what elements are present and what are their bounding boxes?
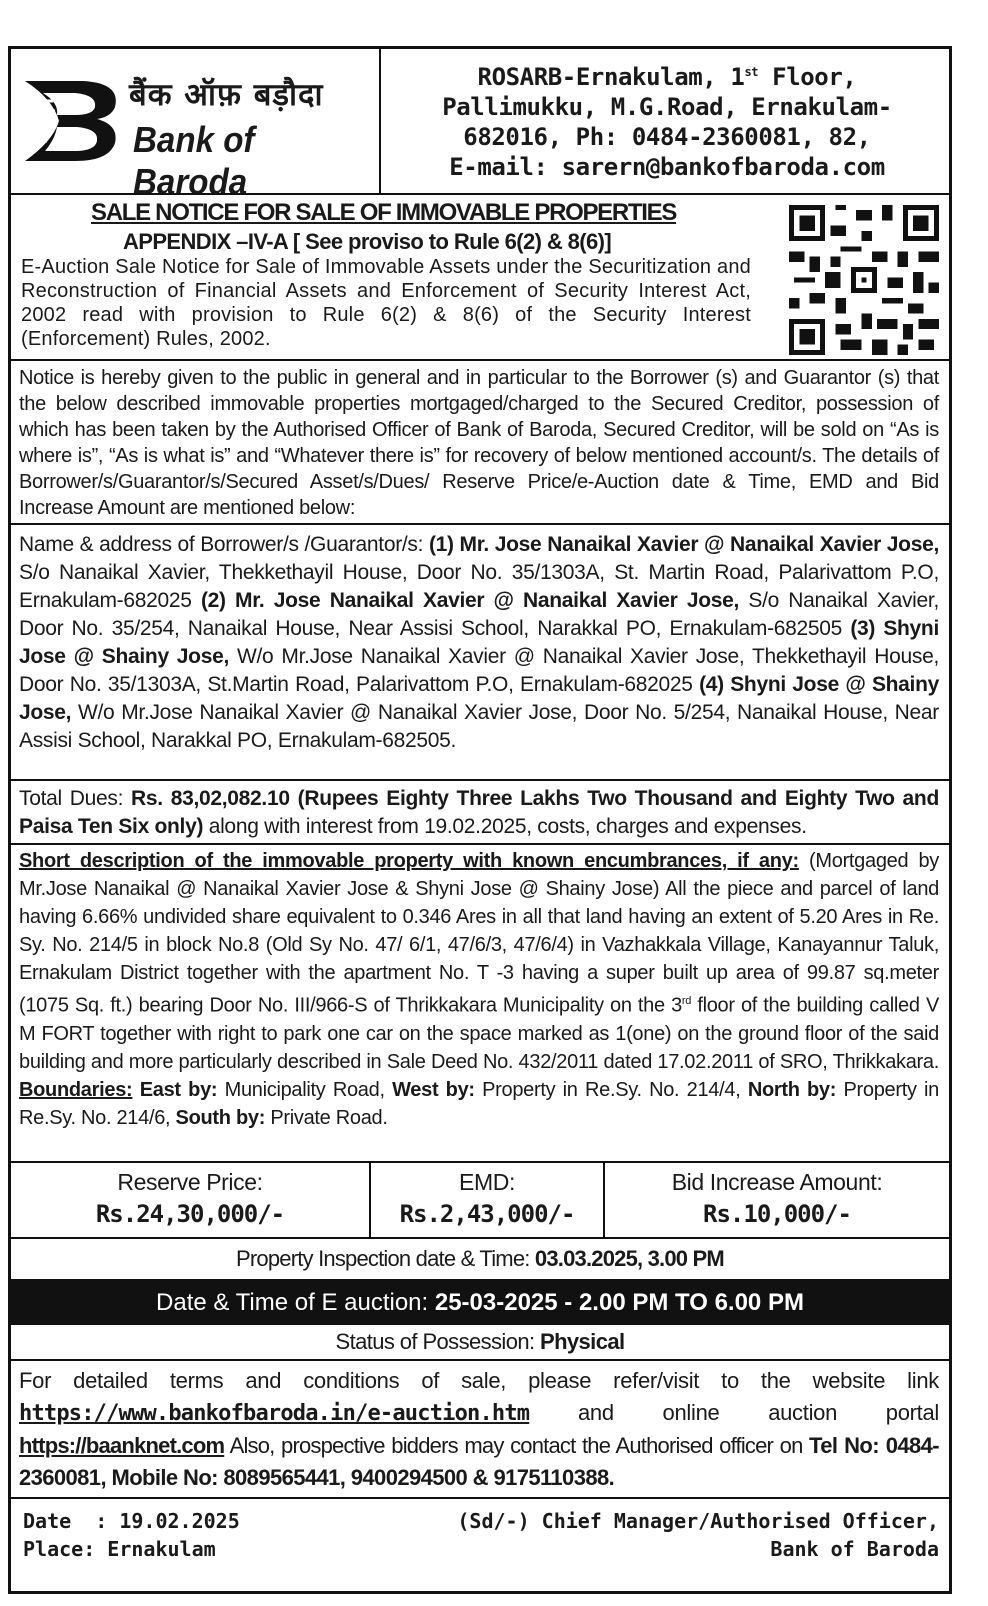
north-label: North by: (747, 1078, 837, 1101)
dues-rest: along with interest from 19.02.2025, costs, charges and expenses. (203, 815, 807, 838)
notice-section (11, 361, 949, 525)
contact-numbers: Tel No: 0484-2360081, Mobile No: 8089565441, 9400294500 & 9175110388. (19, 1433, 940, 1490)
possession-value: Physical (540, 1329, 625, 1354)
inspection-value: 03.03.2025, 3.00 PM (534, 1246, 724, 1271)
emd-cell (371, 1163, 605, 1237)
borrowers-label: Name & address of Borrower/s /Guarantor/s: (19, 533, 429, 556)
east-label: East by: (132, 1078, 218, 1101)
possession-row (11, 1325, 949, 1361)
address-line-1-text: ROSARB-Ernakulam, 1 (477, 63, 745, 91)
description-body: (Mortgaged by Mr.Jose Nanaikal @ Nanaikal Xavier Jose & Shyni Jose @ Shainy Jose) All the piece and parcel of land having 6.66% undivided share equivalent to 0.346 Ares in all that land having an extent of 5.20 Ares in Re. Sy. No. 214/5 in block No.8 (Old Sy No. 47/ 6/1, 47/6/3, 47/6/4) in Vazhakkala Village, Kanayannur Taluk, Ernakulam District together with the apartment No. T -3 having a super built up area of 99.87 sq.meter (1075 Sq. ft.) bearing Door No. III/966-S of Thrikkakara Municipality on the 3 (19, 850, 939, 1017)
title-block (11, 195, 949, 361)
inspection-row (11, 1239, 949, 1281)
qr-code-icon[interactable] (789, 205, 939, 355)
date-place (23, 1507, 240, 1563)
south-label: South by: (175, 1106, 266, 1129)
terms-text-2: and online auction portal (529, 1400, 939, 1425)
appendix-line: APPENDIX –IV-A [ See proviso to Rule 6(2) & 8(6)] (123, 229, 612, 254)
south-boundary: Private Road. (265, 1106, 388, 1129)
officer-signature (457, 1507, 939, 1563)
notice-place: Place: Ernakulam (23, 1537, 216, 1561)
bank-of-baroda-logo-icon (23, 71, 123, 163)
address-line-1 (389, 57, 945, 92)
address-email: E-mail: sarern@bankofbaroda.com (449, 153, 885, 181)
boundaries-label: Boundaries: (19, 1078, 133, 1101)
reserve-price-value: Rs.24,30,000/- (95, 1200, 285, 1228)
borrowers-paragraph (19, 531, 939, 755)
address-line-1-end: Floor, (758, 63, 857, 91)
intro-text: E-Auction Sale Notice for Sale of Immovable Assets under the Securitization and Reconstruction of Financial Assets and Enforcement of Security Interest Act, 2002 read with provision to Rule 6(2) & 8(6) of the Security Interest (Enforcement) Rules, 2002. (21, 256, 751, 350)
notice-title: SALE NOTICE FOR SALE OF IMMOVABLE PROPERTIES (91, 199, 677, 226)
west-label: West by: (392, 1078, 475, 1101)
borrower-1-name: (1) Mr. Jose Nanaikal Xavier @ Nanaikal Xavier Jose, (428, 533, 939, 556)
reserve-price-label: Reserve Price: (117, 1169, 263, 1195)
officer-title: (Sd/-) Chief Manager/Authorised Officer, (457, 1509, 939, 1533)
logo-hindi-text: बैंक ऑफ़ बड़ौदा (129, 77, 324, 113)
borrower-2-name: (2) Mr. Jose Nanaikal Xavier @ Nanaikal Xavier Jose, (200, 589, 740, 612)
inspection-label: Property Inspection date & Time: (236, 1246, 535, 1271)
description-heading: Short description of the immovable property with known encumbrances, if any: (19, 850, 799, 872)
floor-sup: rd (681, 995, 692, 1007)
auction-banner (11, 1281, 949, 1325)
north-boundary: Property in Re.Sy. No. 214/6, (19, 1078, 939, 1129)
address-line-2: Pallimukku, M.G.Road, Ernakulam- (442, 93, 892, 121)
bid-increase-cell (605, 1163, 949, 1237)
terms-text-3: Also, prospective bidders may contact the Authorised officer on (224, 1433, 810, 1458)
bank-name: Bank of Baroda (770, 1537, 939, 1561)
notice-header (11, 49, 949, 195)
reserve-price-cell (11, 1163, 371, 1237)
logo-english-text: Bank of Baroda (133, 119, 255, 195)
possession-label: Status of Possession: (335, 1329, 540, 1354)
terms-text: For detailed terms and conditions of sale, please refer/visit to the website link (19, 1368, 939, 1393)
address-floor-sup: st (744, 65, 759, 79)
borrower-3-address: W/o Mr.Jose Nanaikal Xavier @ Nanaikal Xavier Jose, Thekkethayil House, Door No. 35/1303A, St.Martin Road, Palarivattom P.O, Ernakulam-682025 (19, 645, 939, 696)
sale-notice (8, 46, 952, 1594)
west-boundary: Property in Re.Sy. No. 214/4, (474, 1078, 748, 1101)
bank-logo-block (11, 49, 381, 193)
bank-auction-link[interactable]: https://www.bankofbaroda.in/e-auction.htm (19, 1401, 530, 1426)
auction-value: 25-03-2025 - 2.00 PM TO 6.00 PM (434, 1289, 804, 1316)
bid-increase-value: Rs.10,000/- (703, 1200, 851, 1228)
signature-block (11, 1499, 949, 1591)
borrower-4-name: (4) Shyni Jose @ Shainy Jose, (19, 673, 939, 724)
description-body-cont: floor of the building called V M FORT together with right to park one car on the space marked as 1(one) on the ground floor of the said building and more particularly described in Sale Deed No. 432/2011 dated 17.02.2011 of SRO, Thrikkakara. (19, 994, 939, 1073)
property-description-section (11, 845, 949, 1163)
address-line-3: 682016, Ph: 0484-2360081, 82, (463, 123, 871, 151)
borrower-1-address: S/o Nanaikal Xavier, Thekkethayil House, Door No. 35/1303A, St. Martin Road, Palarivattom P.O, Ernakulam-682025 (19, 561, 939, 612)
borrower-2-address: S/o Nanaikal Xavier, Door No. 35/254, Nanaikal House, Near Assisi School, Narakkal PO, Ernakulam-682505 (19, 589, 939, 640)
auction-label: Date & Time of E auction: (156, 1289, 435, 1316)
emd-value: Rs.2,43,000/- (399, 1200, 575, 1228)
notice-paragraph: Notice is hereby given to the public in general and in particular to the Borrower (s) and Guarantor (s) that the below described immovable properties mortgaged/charged to the Secured Creditor, possession of which has been taken by the Authorised Officer of Bank of Baroda, Secured Creditor, will be sold on “As is where is”, “As is what is” and “Whatever there is” for recovery of below mentioned account/s. The details of Borrower/s/Guarantor/s/Secured Asset/s/Dues/ Reserve Price/e-Auction date & Time, EMD and Bid Increase Amount are mentioned below: (19, 367, 939, 519)
borrower-3-name: (3) Shyni Jose @ Shainy Jose, (19, 617, 939, 668)
emd-label: EMD: (459, 1169, 515, 1195)
east-boundary: Municipality Road, (217, 1078, 393, 1101)
terms-section (11, 1361, 949, 1499)
bid-increase-label: Bid Increase Amount: (671, 1169, 883, 1195)
borrower-4-address: W/o Mr.Jose Nanaikal Xavier @ Nanaikal Xavier Jose, Door No. 5/254, Nanaikal House, Near Assisi School, Narakkal PO, Ernakulam-682505. (19, 701, 939, 752)
terms-paragraph (19, 1365, 939, 1494)
property-description (19, 847, 939, 1132)
dues-label: Total Dues: (19, 787, 132, 810)
dues-amount: Rs. 83,02,082.10 (Rupees Eighty Three Lakhs Two Thousand and Eighty Two and Paisa Ten Six only) (19, 787, 939, 838)
dues-paragraph (19, 785, 939, 841)
price-table (11, 1163, 949, 1239)
borrowers-section (11, 525, 949, 781)
dues-section (11, 781, 949, 845)
notice-date: Date : 19.02.2025 (23, 1509, 240, 1533)
branch-address (389, 57, 945, 182)
baanknet-link[interactable]: https://baanknet.com (19, 1433, 225, 1458)
